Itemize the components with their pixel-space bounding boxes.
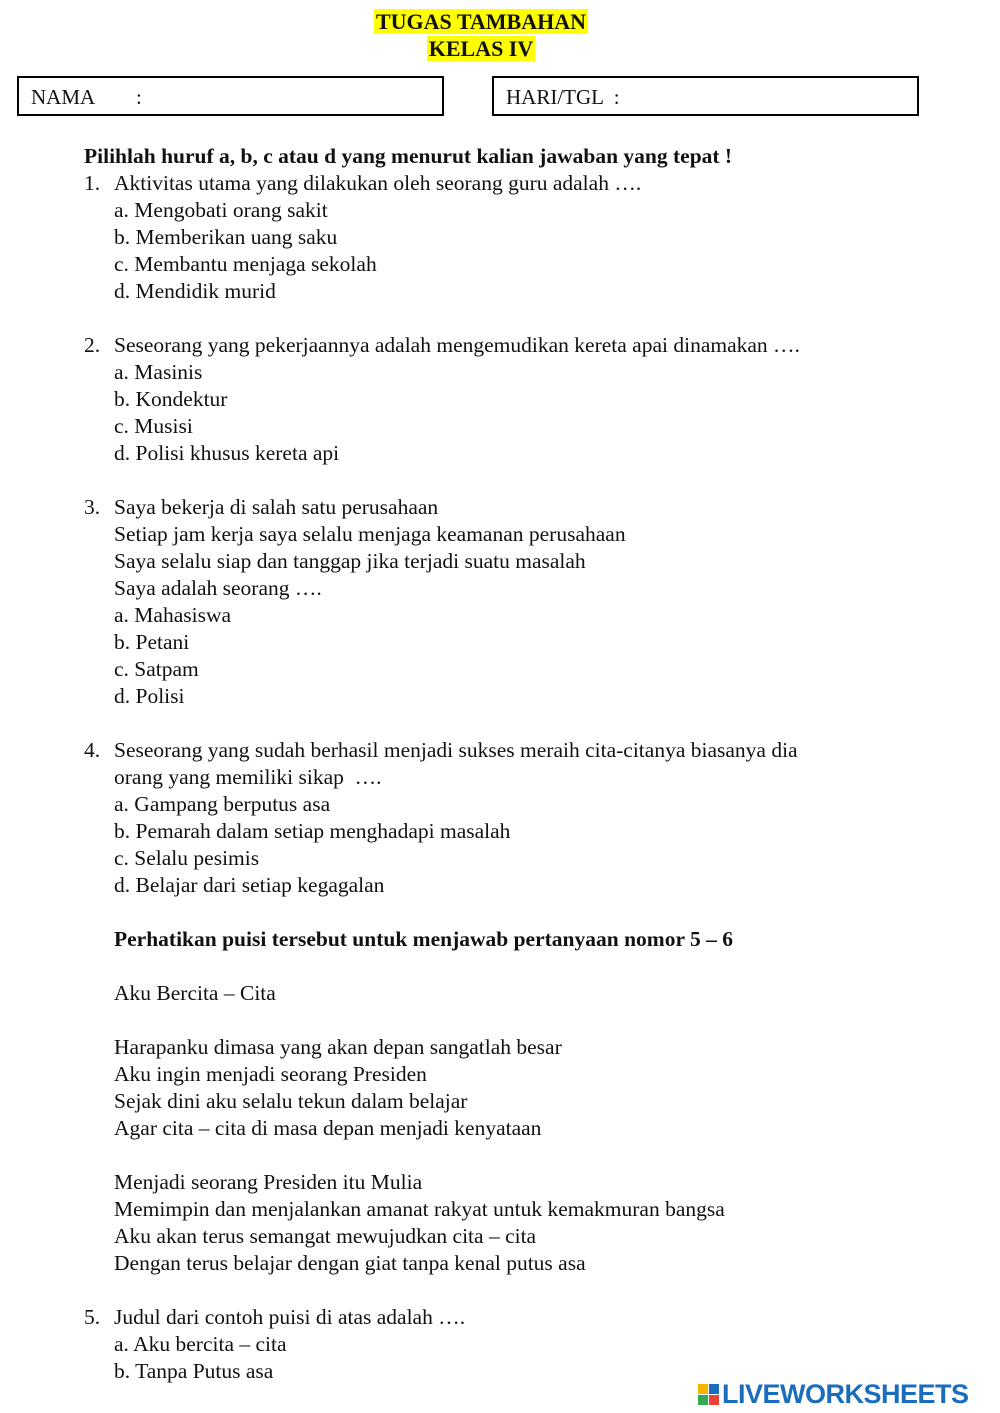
option-b[interactable]: b. Kondektur <box>114 387 228 411</box>
worksheet-title: TUGAS TAMBAHAN <box>375 9 587 34</box>
question-text: Saya adalah seorang …. <box>114 576 322 600</box>
liveworksheets-watermark[interactable] <box>698 1380 969 1408</box>
question-3 <box>84 494 984 710</box>
question-text: Aktivitas utama yang dilakukan oleh seorang guru adalah …. <box>114 171 642 195</box>
question-text: Judul dari contoh puisi di atas adalah …. <box>114 1305 466 1329</box>
hari-tgl-label: HARI/TGL : <box>506 85 620 109</box>
poem-line: Menjadi seorang Presiden itu Mulia <box>114 1170 423 1194</box>
instruction: Pilihlah huruf a, b, c atau d yang menurut kalian jawaban yang tepat ! <box>84 144 733 168</box>
hari-tgl-input[interactable] <box>628 84 832 111</box>
option-b[interactable]: b. Memberikan uang saku <box>114 225 338 249</box>
option-b[interactable]: b. Petani <box>114 630 190 654</box>
question-5 <box>84 1304 984 1385</box>
option-d[interactable]: d. Belajar dari setiap kegagalan <box>114 873 385 897</box>
question-number: 4. <box>84 738 101 762</box>
option-c[interactable]: c. Selalu pesimis <box>114 846 260 870</box>
question-text: orang yang memiliki sikap …. <box>114 765 382 789</box>
poem-line: Sejak dini aku selalu tekun dalam belajar <box>114 1089 468 1113</box>
option-c[interactable]: c. Membantu menjaga sekolah <box>114 252 377 276</box>
question-text: Setiap jam kerja saya selalu menjaga keamanan perusahaan <box>114 522 626 546</box>
question-1 <box>84 170 984 305</box>
worksheet-content <box>84 143 984 1385</box>
worksheet-class: KELAS IV <box>428 36 534 61</box>
option-b[interactable]: b. Tanpa Putus asa <box>114 1359 274 1383</box>
question-number: 2. <box>84 333 101 357</box>
question-text: Seseorang yang sudah berhasil menjadi sukses meraih cita-citanya biasanya dia <box>114 738 798 762</box>
option-d[interactable]: d. Polisi <box>114 684 185 708</box>
option-a[interactable]: a. Mahasiswa <box>114 603 232 627</box>
question-4 <box>84 737 984 899</box>
option-d[interactable]: d. Polisi khusus kereta api <box>114 441 340 465</box>
poem-line: Aku akan terus semangat mewujudkan cita – cita <box>114 1224 537 1248</box>
poem-line: Memimpin dan menjalankan amanat rakyat untuk kemakmuran bangsa <box>114 1197 725 1221</box>
poem-line: Aku ingin menjadi seorang Presiden <box>114 1062 427 1086</box>
poem-title: Aku Bercita – Cita <box>114 981 276 1005</box>
question-text: Saya selalu siap dan tanggap jika terjadi suatu masalah <box>114 549 586 573</box>
option-b[interactable]: b. Pemarah dalam setiap menghadapi masalah <box>114 819 511 843</box>
question-text: Seseorang yang pekerjaannya adalah mengemudikan kereta apai dinamakan …. <box>114 333 800 357</box>
option-c[interactable]: c. Musisi <box>114 414 193 438</box>
nama-box <box>17 76 444 116</box>
poem-line: Agar cita – cita di masa depan menjadi kenyataan <box>114 1116 542 1140</box>
option-a[interactable]: a. Aku bercita – cita <box>114 1332 287 1356</box>
question-2 <box>84 332 984 467</box>
watermark-text: LIVEWORKSHEETS <box>722 1379 969 1409</box>
poem-section <box>84 926 984 1277</box>
nama-label: NAMA : <box>31 85 142 109</box>
poem-line: Dengan terus belajar dengan giat tanpa kenal putus asa <box>114 1251 586 1275</box>
option-a[interactable]: a. Gampang berputus asa <box>114 792 331 816</box>
option-a[interactable]: a. Mengobati orang sakit <box>114 198 328 222</box>
option-d[interactable]: d. Mendidik murid <box>114 279 276 303</box>
liveworksheets-logo-icon <box>698 1384 719 1405</box>
poem-instruction: Perhatikan puisi tersebut untuk menjawab pertanyaan nomor 5 – 6 <box>114 927 733 951</box>
question-number: 5. <box>84 1305 101 1329</box>
option-a[interactable]: a. Masinis <box>114 360 203 384</box>
nama-input[interactable] <box>150 84 354 111</box>
option-c[interactable]: c. Satpam <box>114 657 199 681</box>
hari-tgl-box <box>492 76 919 116</box>
poem-line: Harapanku dimasa yang akan depan sangatlah besar <box>114 1035 562 1059</box>
question-number: 1. <box>84 171 101 195</box>
question-number: 3. <box>84 495 101 519</box>
question-text: Saya bekerja di salah satu perusahaan <box>114 495 439 519</box>
